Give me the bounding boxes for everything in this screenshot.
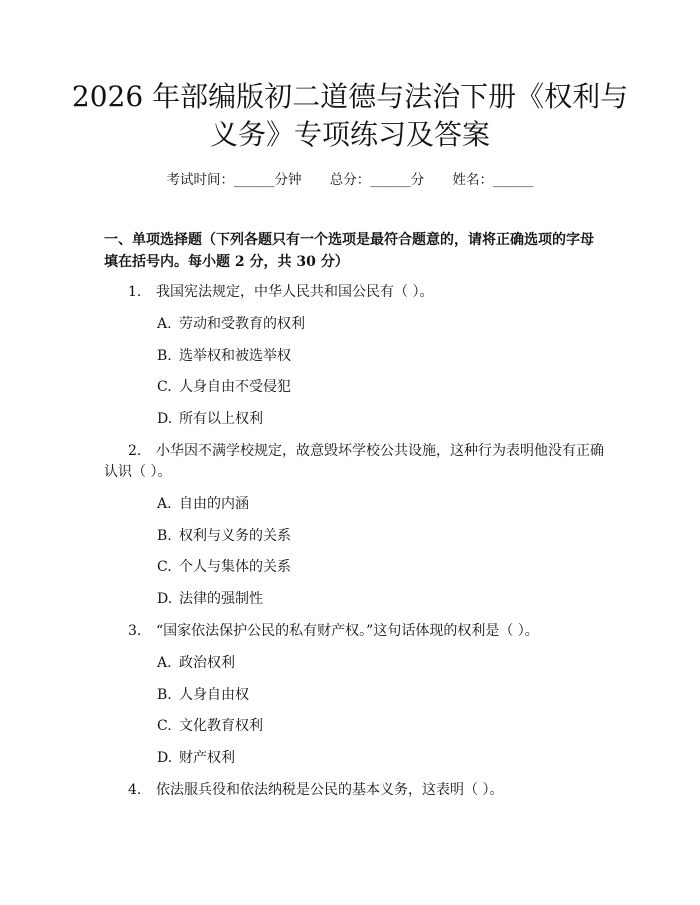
option-2a — [157, 493, 249, 515]
question-text: “国家依法保护公民的私有财产权。”这句话体现的权利是（ ）。 — [156, 623, 539, 639]
option-text: 所有以上权利 — [179, 411, 263, 427]
option-text: 文化教育权利 — [179, 718, 263, 734]
option-text: 选举权和被选举权 — [179, 348, 291, 364]
question-number: 4. — [128, 782, 142, 798]
exam-time-label: 考试时间：______分钟 — [166, 172, 302, 188]
question-number: 3. — [128, 623, 142, 639]
question-2 — [128, 440, 604, 462]
option-letter: C. — [157, 559, 172, 575]
option-1b — [157, 345, 291, 367]
option-letter: D. — [157, 750, 173, 766]
option-letter: B. — [157, 528, 172, 544]
option-text: 个人与集体的关系 — [179, 559, 291, 575]
question-1 — [128, 281, 433, 303]
option-1c — [157, 376, 291, 398]
name-label: 姓名：______ — [452, 172, 534, 188]
option-letter: B. — [157, 348, 172, 364]
option-2c — [157, 556, 291, 578]
document-title — [60, 78, 640, 154]
total-score-label: 总分：______分 — [329, 172, 425, 188]
question-2-continued: 认识（ ）。 — [104, 464, 172, 480]
exam-meta — [0, 168, 700, 188]
option-text: 人身自由不受侵犯 — [179, 379, 291, 395]
question-text: 依法服兵役和依法纳税是公民的基本义务，这表明（ ）。 — [156, 782, 504, 798]
option-3a — [157, 652, 235, 674]
option-2b — [157, 525, 291, 547]
question-number: 2. — [128, 443, 142, 459]
option-3c — [157, 715, 263, 737]
title-line-1: 2026 年部编版初二道德与法治下册《权利与 — [71, 80, 629, 113]
option-text: 权利与义务的关系 — [179, 528, 291, 544]
option-text: 自由的内涵 — [179, 496, 249, 512]
title-line-2: 义务》专项练习及答案 — [209, 118, 490, 151]
option-1a — [157, 313, 305, 335]
option-letter: D. — [157, 411, 173, 427]
option-1d — [157, 408, 263, 430]
question-number: 1. — [128, 284, 142, 300]
option-3b — [157, 684, 249, 706]
question-text: 我国宪法规定，中华人民共和国公民有（ ）。 — [156, 284, 434, 300]
option-text: 人身自由权 — [179, 687, 249, 703]
option-2d — [157, 588, 263, 610]
section-heading: 一、单项选择题（下列各题只有一个选项是最符合题意的，请将正确选项的字母填在括号内。每小题 2 分，共 30 分） — [104, 232, 594, 270]
option-letter: A. — [157, 316, 172, 332]
question-3 — [128, 620, 539, 642]
option-letter: D. — [157, 591, 173, 607]
option-text: 劳动和受教育的权利 — [179, 316, 305, 332]
option-3d — [157, 747, 235, 769]
option-letter: B. — [157, 687, 172, 703]
option-text: 法律的强制性 — [179, 591, 263, 607]
option-letter: C. — [157, 379, 172, 395]
question-text: 小华因不满学校规定，故意毁坏学校公共设施，这种行为表明他没有正确 — [156, 443, 604, 459]
option-letter: C. — [157, 718, 172, 734]
option-letter: A. — [157, 496, 172, 512]
option-text: 政治权利 — [179, 655, 235, 671]
question-4 — [128, 779, 503, 801]
option-letter: A. — [157, 655, 172, 671]
option-text: 财产权利 — [179, 750, 235, 766]
